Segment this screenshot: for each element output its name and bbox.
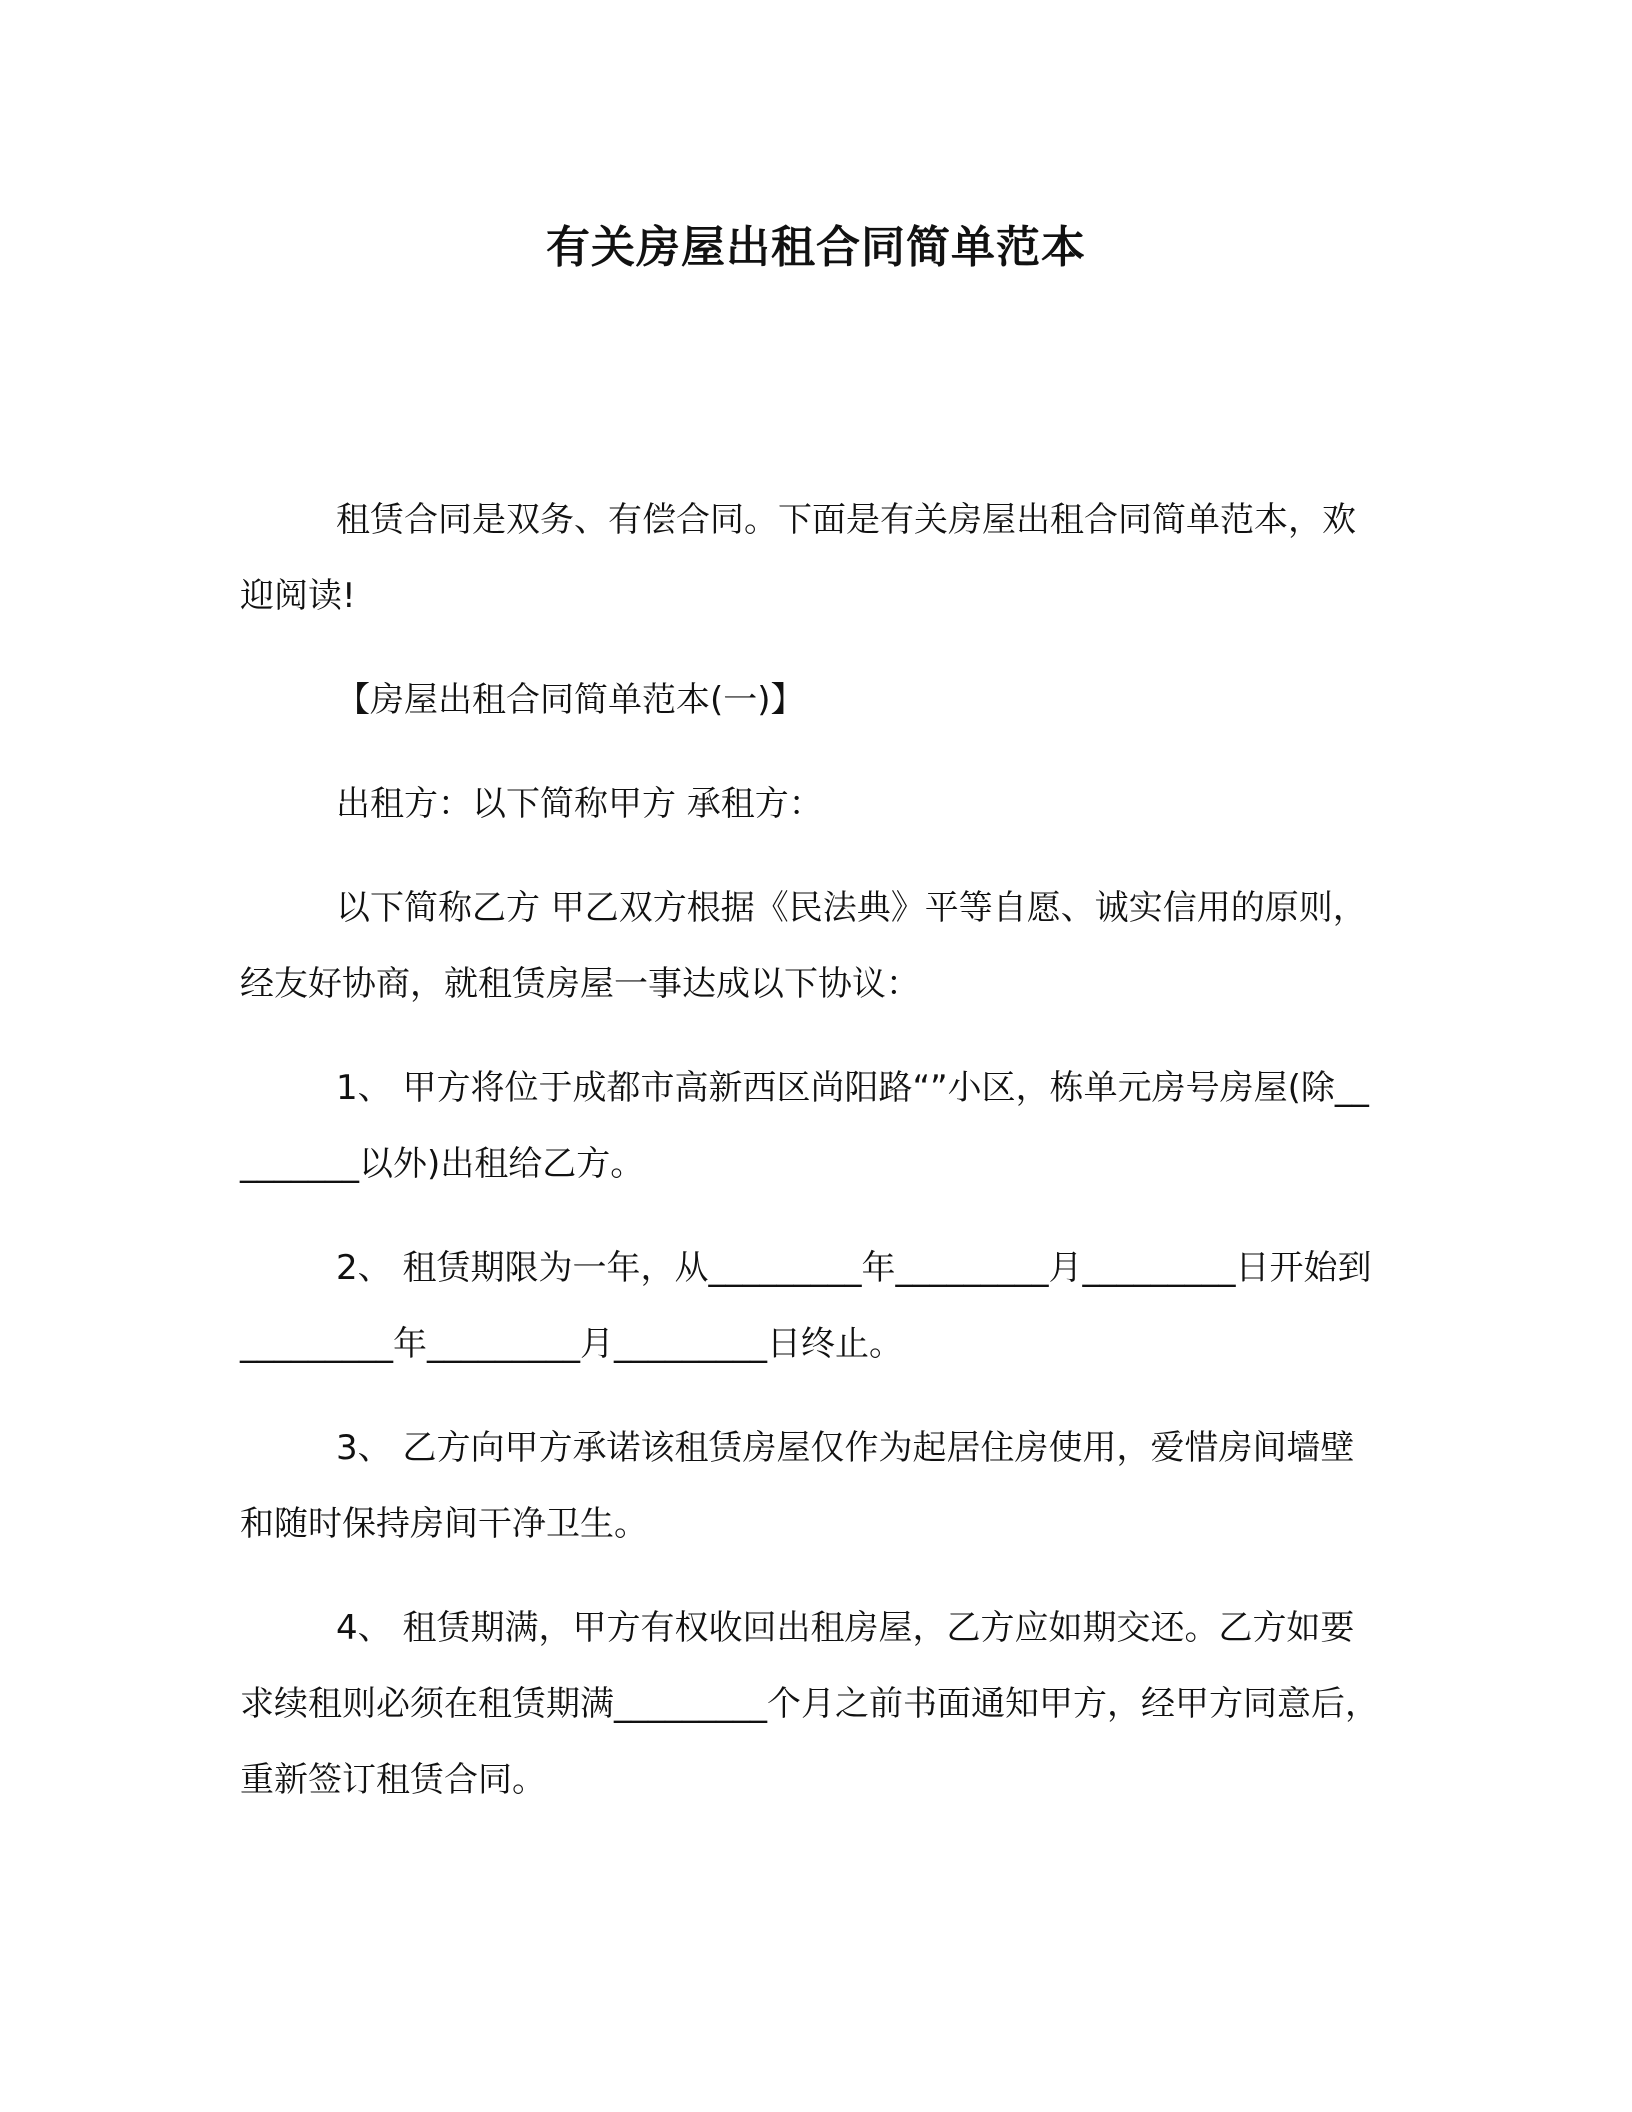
- document-body: [240, 482, 1380, 1846]
- lessor-line: 出租方：以下简称甲方 承租方：: [336, 784, 823, 824]
- document-title: 有关房屋出租合同简单范本: [546, 222, 1086, 273]
- agreement-paragraph: 以下简称乙方 甲乙双方根据《民法典》平等自愿、诚实信用的原则，经友好协商，就租赁房屋一事达成以下协议：: [240, 888, 1367, 1004]
- clause-3: 3、 乙方向甲方承诺该租赁房屋仅作为起居住房使用，爱惜房间墙壁和随时保持房间干净卫生。: [240, 1428, 1355, 1544]
- section-heading: 【房屋出租合同简单范本(一)】: [336, 680, 805, 720]
- clause-4: 4、 租赁期满，甲方有权收回出租房屋，乙方应如期交还。乙方如要求续租则必须在租赁期满_________个月之前书面通知甲方，经甲方同意后，重新签订租赁合同。: [240, 1608, 1379, 1800]
- intro-paragraph: 租赁合同是双务、有偿合同。下面是有关房屋出租合同简单范本，欢迎阅读!: [240, 500, 1356, 616]
- clause-1: 1、 甲方将位于成都市高新西区尚阳路“”小区，栋单元房号房屋(除_________以外)出租给乙方。: [240, 1068, 1369, 1184]
- clause-2: 2、 租赁期限为一年，从_________年_________月_________日开始到 _________年_________月_________日终止。: [240, 1248, 1372, 1364]
